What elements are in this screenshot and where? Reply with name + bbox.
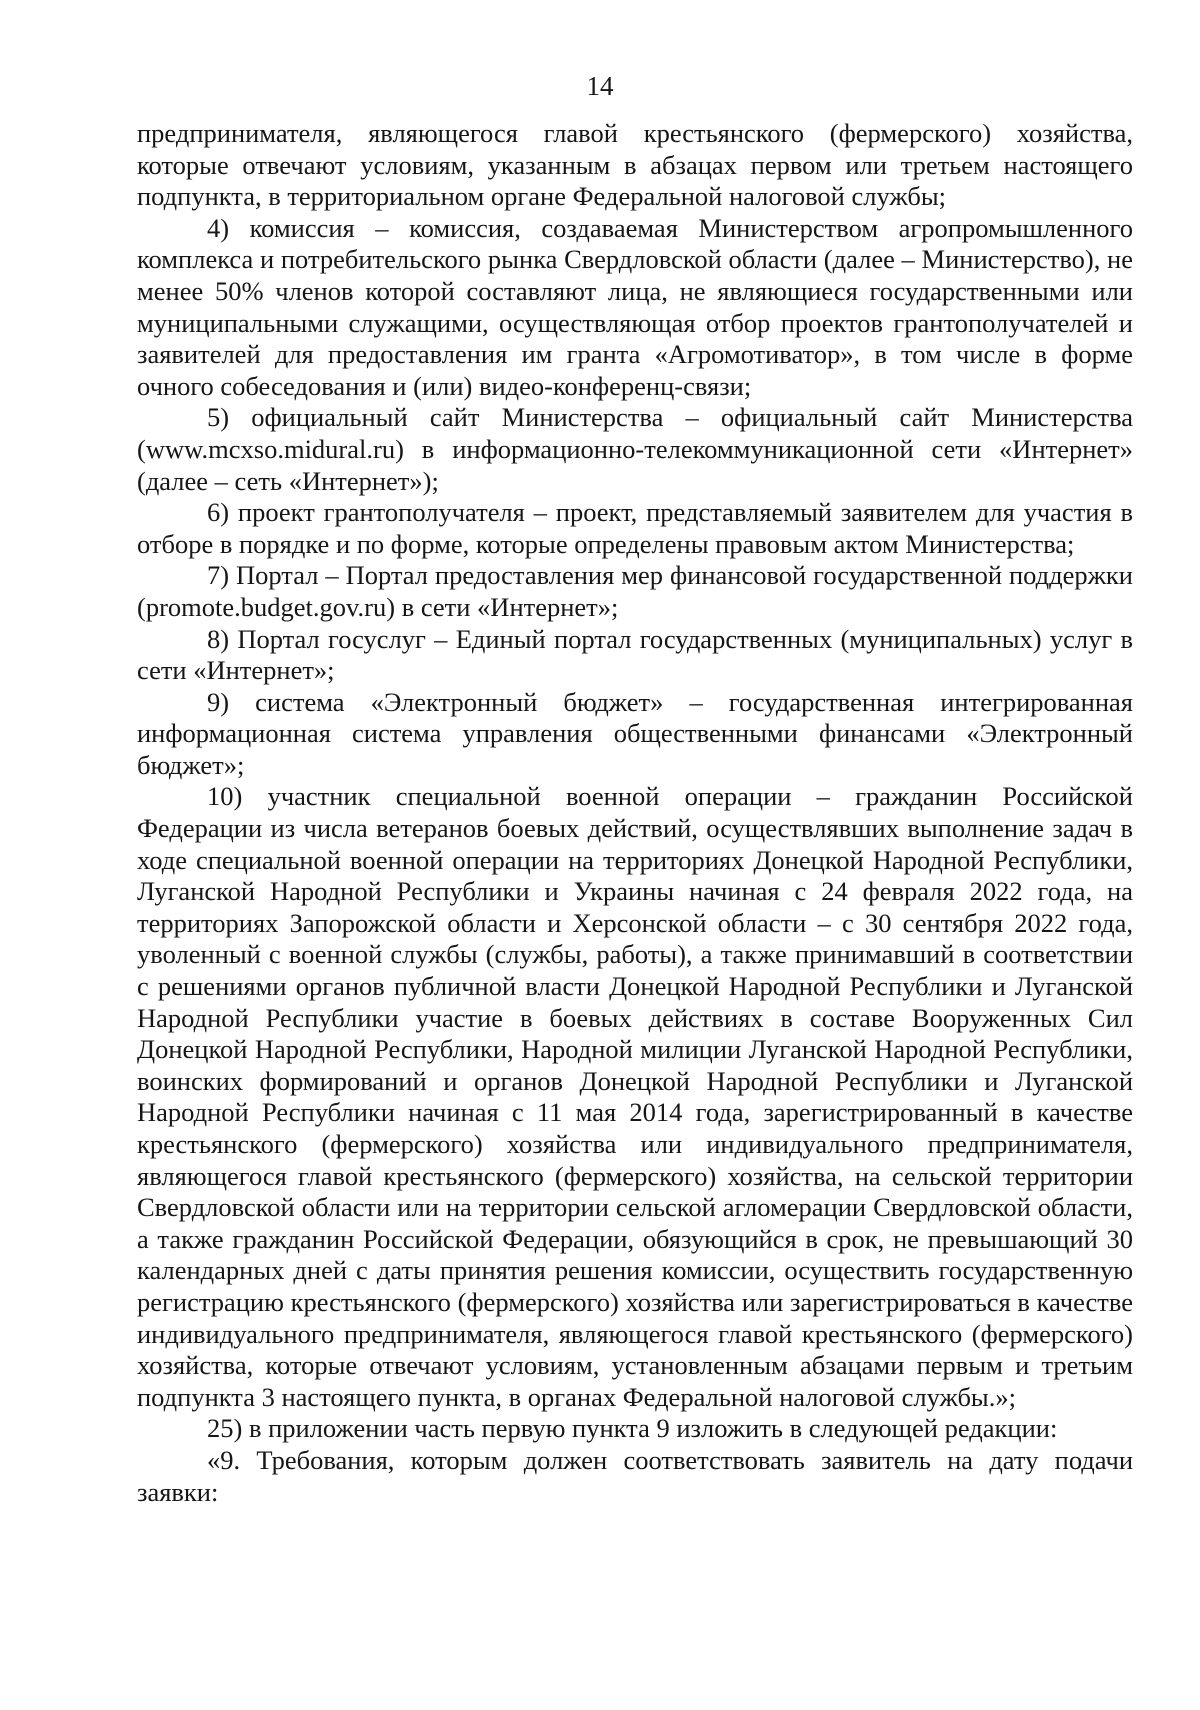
paragraph-item-8-gosuslugi: 8) Портал госуслуг – Единый портал государственных (муниципальных) услуг в сети «Интернет»; [137, 623, 1133, 686]
paragraph-item-5-official-site: 5) официальный сайт Министерства – официальный сайт Министерства (www.mcxso.midural.ru) в информационно-телекоммуникационной сети «Интернет» (далее – сеть «Интернет»); [137, 402, 1133, 496]
paragraph-item-10-svo-participant: 10) участник специальной военной операции – гражданин Российской Федерации из числа ветеранов боевых действий, осуществлявших выполнение задач в ходе специальной военной операции на территориях Донецкой Народной Республики, Луганской Народной Республики и Украины начиная с 24 февраля 2022 года, на территориях Запорожской области и Херсонской области – с 30 сентября 2022 года, уволенный с военной службы (службы, работы), а также принимавший в соответствии с решениями органов публичной власти Донецкой Народной Республики и Луганской Народной Республики участие в боевых действиях в составе Вооруженных Сил Донецкой Народной Республики, Народной милиции Луганской Народной Республики, воинских формирований и органов Донецкой Народной Республики и Луганской Народной Республики начиная с 11 мая 2014 года, зарегистрированный в качестве крестьянского (фермерского) хозяйства или индивидуального предпринимателя, являющегося главой крестьянского (фермерского) хозяйства, на сельской территории Свердловской области или на территории сельской агломерации Свердловской области, а также гражданин Российской Федерации, обязующийся в срок, не превышающий 30 календарных дней с даты принятия решения комиссии, осуществить государственную регистрацию крестьянского (фермерского) хозяйства или зарегистрироваться в качестве индивидуального предпринимателя, являющегося главой крестьянского (фермерского) хозяйства, которые отвечают условиям, установленным абзацами первым и третьим подпункта 3 настоящего пункта, в органах Федеральной налоговой службы.»; [137, 781, 1133, 1412]
page-number: 14 [586, 71, 614, 101]
paragraph-item-7-portal: 7) Портал – Портал предоставления мер финансовой государственной поддержки (promote.budget.gov.ru) в сети «Интернет»; [137, 560, 1133, 622]
paragraph-item-6-project: 6) проект грантополучателя – проект, представляемый заявителем для участия в отборе в порядке и по форме, которые определены правовым актом Министерства; [137, 497, 1133, 559]
paragraph-continuation: предпринимателя, являющегося главой крестьянского (фермерского) хозяйства, которые отвечают условиям, указанным в абзацах первом или третьем настоящего подпункта, в территориальном органе Федеральной налоговой службы; [137, 118, 1133, 212]
paragraph-item-9-electronic-budget: 9) система «Электронный бюджет» – государственная интегрированная информационная система управления общественными финансами «Электронный бюджет»; [137, 686, 1133, 780]
document-body [137, 118, 1133, 1508]
paragraph-item-4-commission: 4) комиссия – комиссия, создаваемая Министерством агропромышленного комплекса и потребительского рынка Свердловской области (далее – Министерство), не менее 50% членов которой составляют лица, не являющиеся государственными или муниципальными служащими, осуществляющая отбор проектов грантополучателей и заявителей для предоставления им гранта «Агромотиватор», в том числе в форме очного собеседования и (или) видео-конференц-связи; [137, 212, 1133, 401]
paragraph-item-9-requirements: «9. Требования, которым должен соответствовать заявитель на дату подачи заявки: [137, 1444, 1133, 1507]
paragraph-item-25-appendix: 25) в приложении часть первую пункта 9 изложить в следующей редакции: [207, 1413, 1058, 1444]
